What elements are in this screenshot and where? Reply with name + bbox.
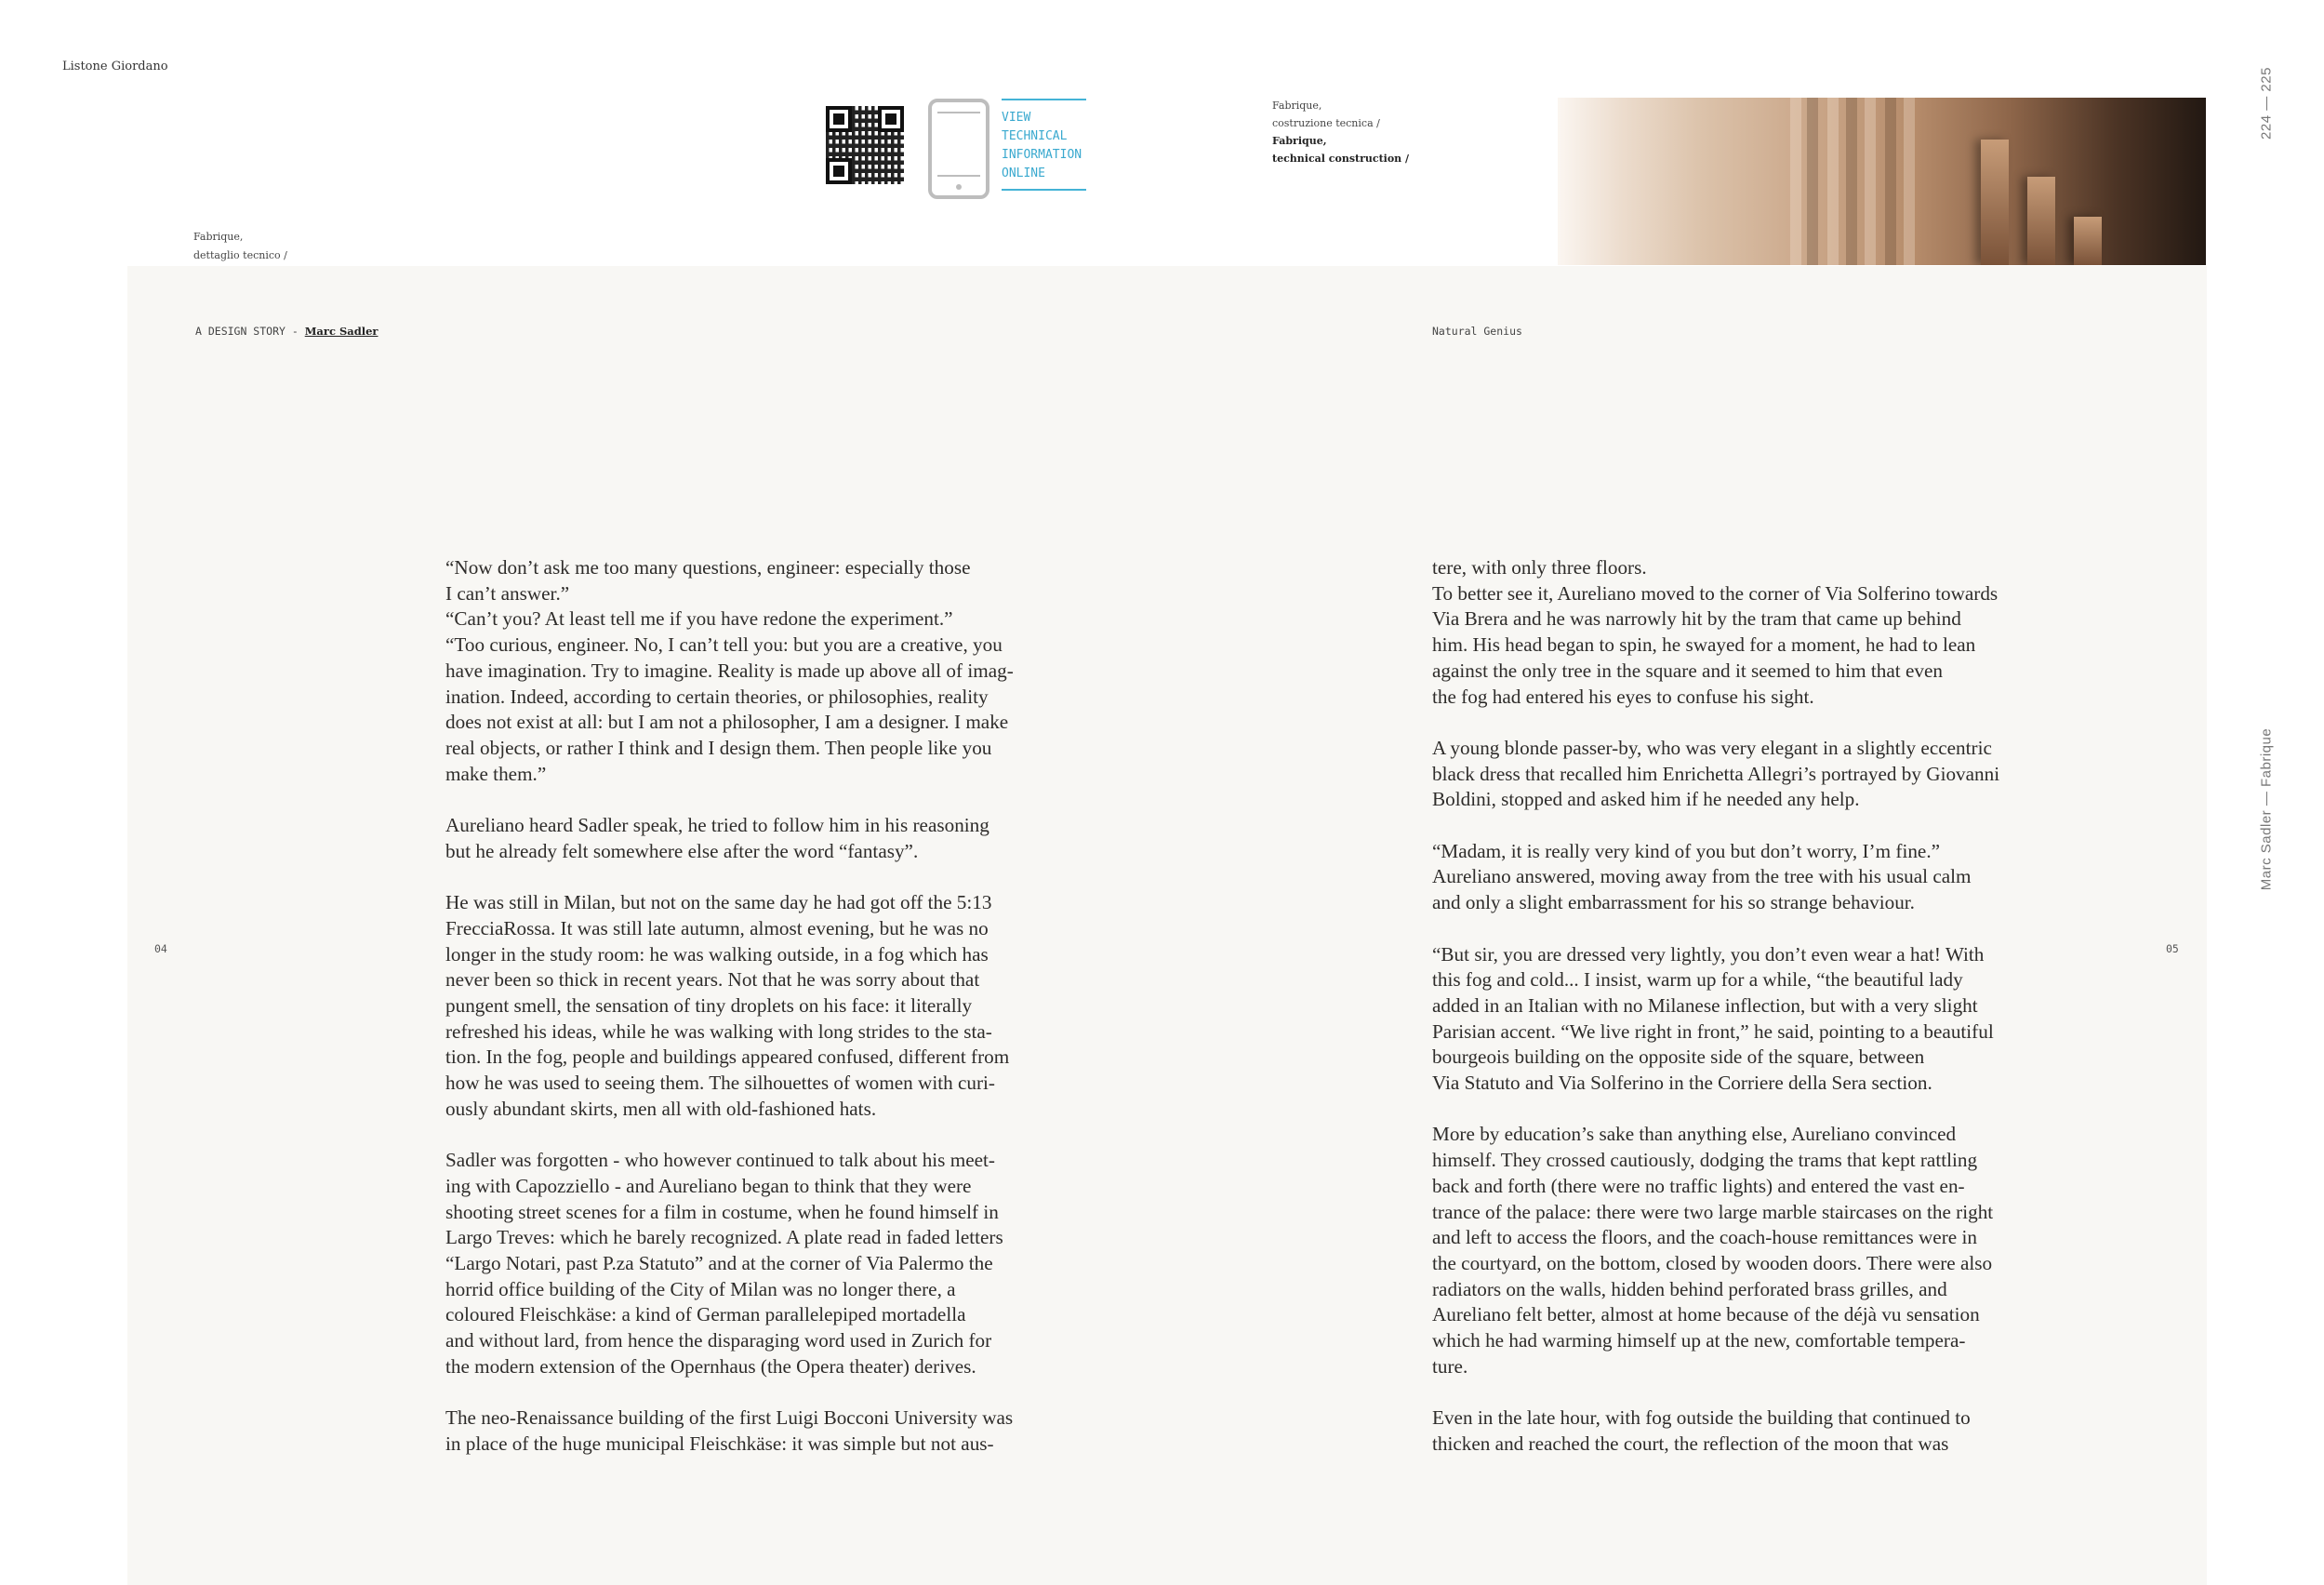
link-line: INFORMATION bbox=[1002, 148, 1082, 162]
text-line: bourgeois building on the opposite side of the square, between bbox=[1432, 1046, 1925, 1069]
text-line: ture. bbox=[1432, 1354, 1468, 1378]
text-line: the modern extension of the Opernhaus (the Opera theater) derives. bbox=[445, 1354, 976, 1378]
link-line: ONLINE bbox=[1002, 166, 1045, 180]
text-line: Aureliano answered, moving away from the tree with his usual calm bbox=[1432, 865, 1972, 888]
text-line: longer in the study room: he was walking outside, in a fog which has bbox=[445, 942, 989, 966]
text-line: which he had warming himself up at the new, comfortable tempera- bbox=[1432, 1329, 1966, 1352]
paragraph bbox=[1432, 555, 2102, 710]
section-label: A DESIGN STORY - Marc Sadler bbox=[195, 325, 378, 338]
text-line: and left to access the floors, and the coach-house remittances were in bbox=[1432, 1226, 1977, 1249]
text-line: the fog had entered his eyes to confuse his sight. bbox=[1432, 685, 1814, 708]
text-line: never been so thick in recent years. Not that he was sorry about that bbox=[445, 968, 980, 992]
qr-code-icon[interactable] bbox=[826, 106, 904, 184]
text-line: To better see it, Aureliano moved to the corner of Via Solferino towards bbox=[1432, 581, 1999, 605]
text-line: does not exist at all: but I am not a philosopher, I am a designer. I make bbox=[445, 711, 1009, 734]
text-line: “Now don’t ask me too many questions, engineer: especially those bbox=[445, 556, 971, 579]
brand-name: Listone Giordano bbox=[62, 60, 168, 73]
text-line: Aureliano heard Sadler speak, he tried to follow him in his reasoning bbox=[445, 814, 989, 837]
text-line: “Can’t you? At least tell me if you have redone the experiment.” bbox=[445, 607, 953, 631]
text-line: this fog and cold... I insist, warm up for a while, “the beautiful lady bbox=[1432, 968, 1963, 992]
text-line: but he already felt somewhere else after the word “fantasy”. bbox=[445, 839, 919, 862]
page-number-right: 05 bbox=[2166, 942, 2179, 955]
text-line: tere, with only three floors. bbox=[1432, 556, 1647, 579]
text-line: radiators on the walls, hidden behind perforated brass grilles, and bbox=[1432, 1277, 1947, 1300]
text-line: “Largo Notari, past P.za Statuto” and at the corner of Via Palermo the bbox=[445, 1251, 993, 1274]
paragraph bbox=[445, 1148, 1115, 1379]
paragraph bbox=[1432, 736, 2102, 813]
author-link[interactable]: Marc Sadler bbox=[304, 325, 378, 338]
text-line: have imagination. Try to imagine. Reality is made up above all of imag- bbox=[445, 659, 1014, 682]
text-line: horrid office building of the City of Milan was no longer there, a bbox=[445, 1277, 956, 1300]
text-line: ously abundant skirts, men all with old-fashioned hats. bbox=[445, 1097, 877, 1120]
text-line: More by education’s sake than anything else, Aureliano convinced bbox=[1432, 1123, 1957, 1146]
link-line: TECHNICAL bbox=[1002, 129, 1068, 143]
detail-caption: Fabrique, dettaglio tecnico / bbox=[193, 231, 287, 261]
left-text-column bbox=[445, 555, 1115, 1483]
text-line: “Madam, it is really very kind of you but don’t worry, I’m fine.” bbox=[1432, 839, 1941, 862]
text-line: Largo Treves: which he barely recognized. A plate read in faded letters bbox=[445, 1226, 1003, 1249]
text-line: back and forth (there were no traffic lights) and entered the vast en- bbox=[1432, 1174, 1965, 1197]
text-line: “Too curious, engineer. No, I can’t tell you: but you are a creative, you bbox=[445, 633, 1003, 657]
paragraph bbox=[445, 813, 1115, 864]
text-line: in place of the huge municipal Fleischkäse: it was simple but not aus- bbox=[445, 1432, 994, 1455]
smartphone-icon bbox=[928, 99, 989, 199]
text-line: how he was used to seeing them. The silhouettes of women with curi- bbox=[445, 1072, 995, 1095]
text-line: A young blonde passer-by, who was very elegant in a slightly eccentric bbox=[1432, 736, 1992, 759]
text-line: real objects, or rather I think and I design them. Then people like you bbox=[445, 736, 992, 759]
text-line: trance of the palace: there were two large marble staircases on the right bbox=[1432, 1200, 1994, 1223]
text-line: added in an Italian with no Milanese inflection, but with a very slight bbox=[1432, 993, 1978, 1017]
text-line: I can’t answer.” bbox=[445, 581, 570, 605]
paragraph bbox=[445, 1405, 1115, 1457]
paragraph bbox=[445, 890, 1115, 1122]
text-line: Aureliano felt better, almost at home because of the déjà vu sensation bbox=[1432, 1303, 1980, 1326]
paragraph bbox=[1432, 1405, 2102, 1457]
text-line: Parisian accent. “We live right in front,” he said, pointing to a beautiful bbox=[1432, 1019, 1994, 1043]
text-line: The neo-Renaissance building of the first Luigi Bocconi University was bbox=[445, 1406, 1014, 1430]
text-line: him. His head began to spin, he swayed for a moment, he had to lean bbox=[1432, 633, 1976, 657]
page-number-left: 04 bbox=[154, 942, 167, 955]
text-line: “But sir, you are dressed very lightly, you don’t even wear a hat! With bbox=[1432, 942, 1985, 966]
text-line: himself. They crossed cautiously, dodging the trams that kept rattling bbox=[1432, 1149, 1978, 1172]
text-line: black dress that recalled him Enrichetta Allegri’s portrayed by Giovanni bbox=[1432, 762, 2000, 785]
text-line: make them.” bbox=[445, 762, 547, 785]
side-running-title: Marc Sadler — Fabrique bbox=[2258, 727, 2275, 891]
text-line: Even in the late hour, with fog outside the building that continued to bbox=[1432, 1406, 1971, 1430]
link-line: VIEW bbox=[1002, 111, 1031, 125]
text-line: and only a slight embarrassment for his so strange behaviour. bbox=[1432, 891, 1915, 914]
paragraph bbox=[445, 555, 1115, 787]
text-line: thicken and reached the court, the reflection of the moon that was bbox=[1432, 1432, 1949, 1455]
text-line: coloured Fleischkäse: a kind of German parallelepiped mortadella bbox=[445, 1303, 966, 1326]
text-line: FrecciaRossa. It was still late autumn, almost evening, but he was no bbox=[445, 916, 989, 939]
paragraph bbox=[1432, 839, 2102, 916]
text-line: and without lard, from hence the disparaging word used in Zurich for bbox=[445, 1329, 992, 1352]
paragraph bbox=[1432, 1122, 2102, 1379]
right-text-column bbox=[1432, 555, 2102, 1483]
wood-panel-photo bbox=[1558, 98, 2206, 265]
text-line: Via Brera and he was narrowly hit by the tram that came up behind bbox=[1432, 607, 1961, 631]
page-range: 224 — 225 bbox=[2258, 67, 2275, 140]
text-line: the courtyard, on the bottom, closed by wooden doors. There were also bbox=[1432, 1251, 1993, 1274]
photo-caption: Fabrique, costruzione tecnica / Fabrique, technical construction / bbox=[1272, 100, 1410, 165]
text-line: Sadler was forgotten - who however continued to talk about his meet- bbox=[445, 1149, 995, 1172]
text-line: Boldini, stopped and asked him if he needed any help. bbox=[1432, 788, 1860, 811]
text-line: against the only tree in the square and it seemed to him that even bbox=[1432, 659, 1943, 682]
text-line: He was still in Milan, but not on the same day he had got off the 5:13 bbox=[445, 891, 992, 914]
paragraph bbox=[1432, 942, 2102, 1097]
text-line: ing with Capozziello - and Aureliano began to think that they were bbox=[445, 1174, 972, 1197]
text-line: refreshed his ideas, while he was walking with long strides to the sta- bbox=[445, 1019, 992, 1043]
text-line: Via Statuto and Via Solferino in the Corriere della Sera section. bbox=[1432, 1072, 1932, 1095]
text-line: shooting street scenes for a film in costume, when he found himself in bbox=[445, 1200, 999, 1223]
text-line: pungent smell, the sensation of tiny droplets on his face: it literally bbox=[445, 993, 973, 1017]
view-technical-info-link[interactable] bbox=[1002, 99, 1086, 191]
text-line: tion. In the fog, people and buildings appeared confused, different from bbox=[445, 1046, 1010, 1069]
text-line: ination. Indeed, according to certain theories, or philosophies, reality bbox=[445, 685, 989, 708]
chapter-title: Natural Genius bbox=[1432, 325, 1522, 338]
